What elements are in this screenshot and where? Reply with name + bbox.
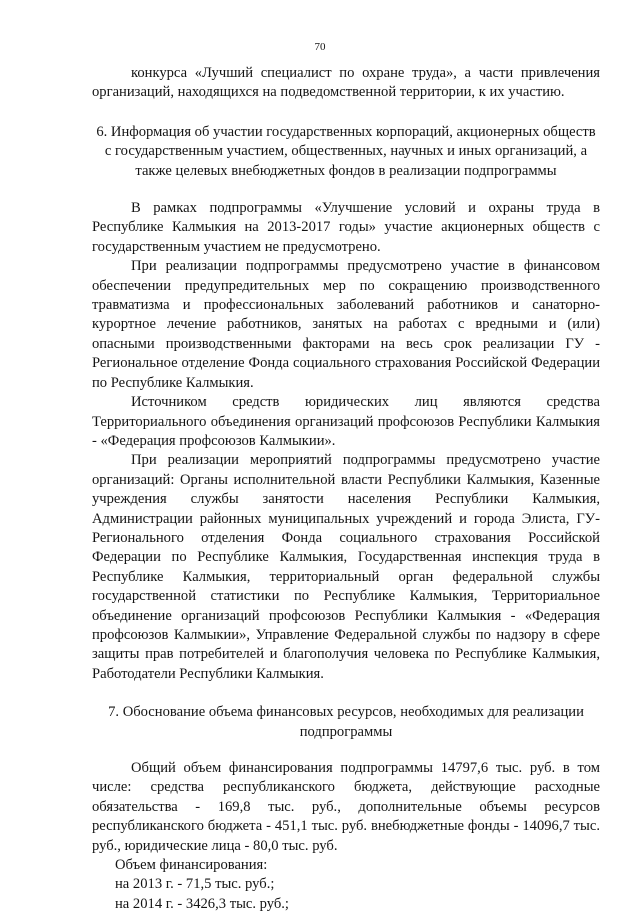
section-6-paragraph-4: При реализации мероприятий подпрограммы предусмотрено участие организаций: Органы исполнительной власти Республики Калмыкия, Казенные учреждения службы занятости населения Республики Калмыкия, Администрации районных муниципальных учреждений и города Элиста, ГУ-Регионального отделения Фонда социального страхования Российской Федерации по Республике Калмыкия, Государственная инспекция труда в Республике Калмыкия, территориальный орган федеральной службы государственной статистики по Республике Калмыкия, Территориальное объединение организаций профсоюзов Республики Калмыкия - «Федерация профсоюзов Калмыкии», Управление Федеральной службы по надзору в сфере защиты прав потребителей и благополучия человека по Республике Калмыкия, Работодатели Республики Калмыкия. [92, 452, 600, 682]
section-7-heading: 7. Обоснование объема финансовых ресурсов, необходимых для реализации подпрограммы [108, 704, 584, 740]
section-6-paragraph-1: В рамках подпрограммы «Улучшение условий и охраны труда в Республике Калмыкия на 2013-2017 годы» участие акционерных обществ с государственным участием не предусмотрено. [92, 200, 600, 255]
section-6-heading: 6. Информация об участии государственных корпораций, акционерных обществ с государственным участием, общественных, научных и иных организаций, а также целевых внебюджетных фондов в реализации подпрограммы [96, 123, 596, 179]
financing-label: Объем финансирования: [115, 857, 268, 874]
financing-year-2013: на 2013 г. - 71,5 тыс. руб.; [115, 876, 275, 893]
page-number: 70 [314, 41, 326, 53]
page-content [92, 64, 600, 914]
financing-year-2014: на 2014 г. - 3426,3 тыс. руб.; [115, 895, 289, 912]
section-7-paragraph: Общий объем финансирования подпрограммы 14797,6 тыс. руб. в том числе: средства республиканского бюджета, действующие расходные обязательства - 169,8 тыс. руб., дополнительные объемы ресурсов республиканского бюджета - 451,1 тыс. руб. внебюджетные фонды - 14096,7 тыс. руб., юридические лица - 80,0 тыс. руб. [92, 760, 600, 854]
intro-paragraph: конкурса «Лучший специалист по охране труда», а части привлечения организаций, находящихся на подведомственной территории, к их участию. [92, 65, 600, 101]
section-6-paragraph-3: Источником средств юридических лиц являются средства Территориального объединения организаций профсоюзов Республики Калмыкия - «Федерация профсоюзов Калмыкии». [92, 394, 600, 449]
section-6-paragraph-2: При реализации подпрограммы предусмотрено участие в финансовом обеспечении предупредительных мер по сокращению производственного травматизма и профессиональных заболеваний работников и санаторно-курортное лечение работников, занятых на работах с вредными и (или) опасными производственными факторами на весь срок реализации ГУ - Региональное отделение Фонда социального страхования Российской Федерации по Республике Калмыкия. [92, 258, 600, 391]
